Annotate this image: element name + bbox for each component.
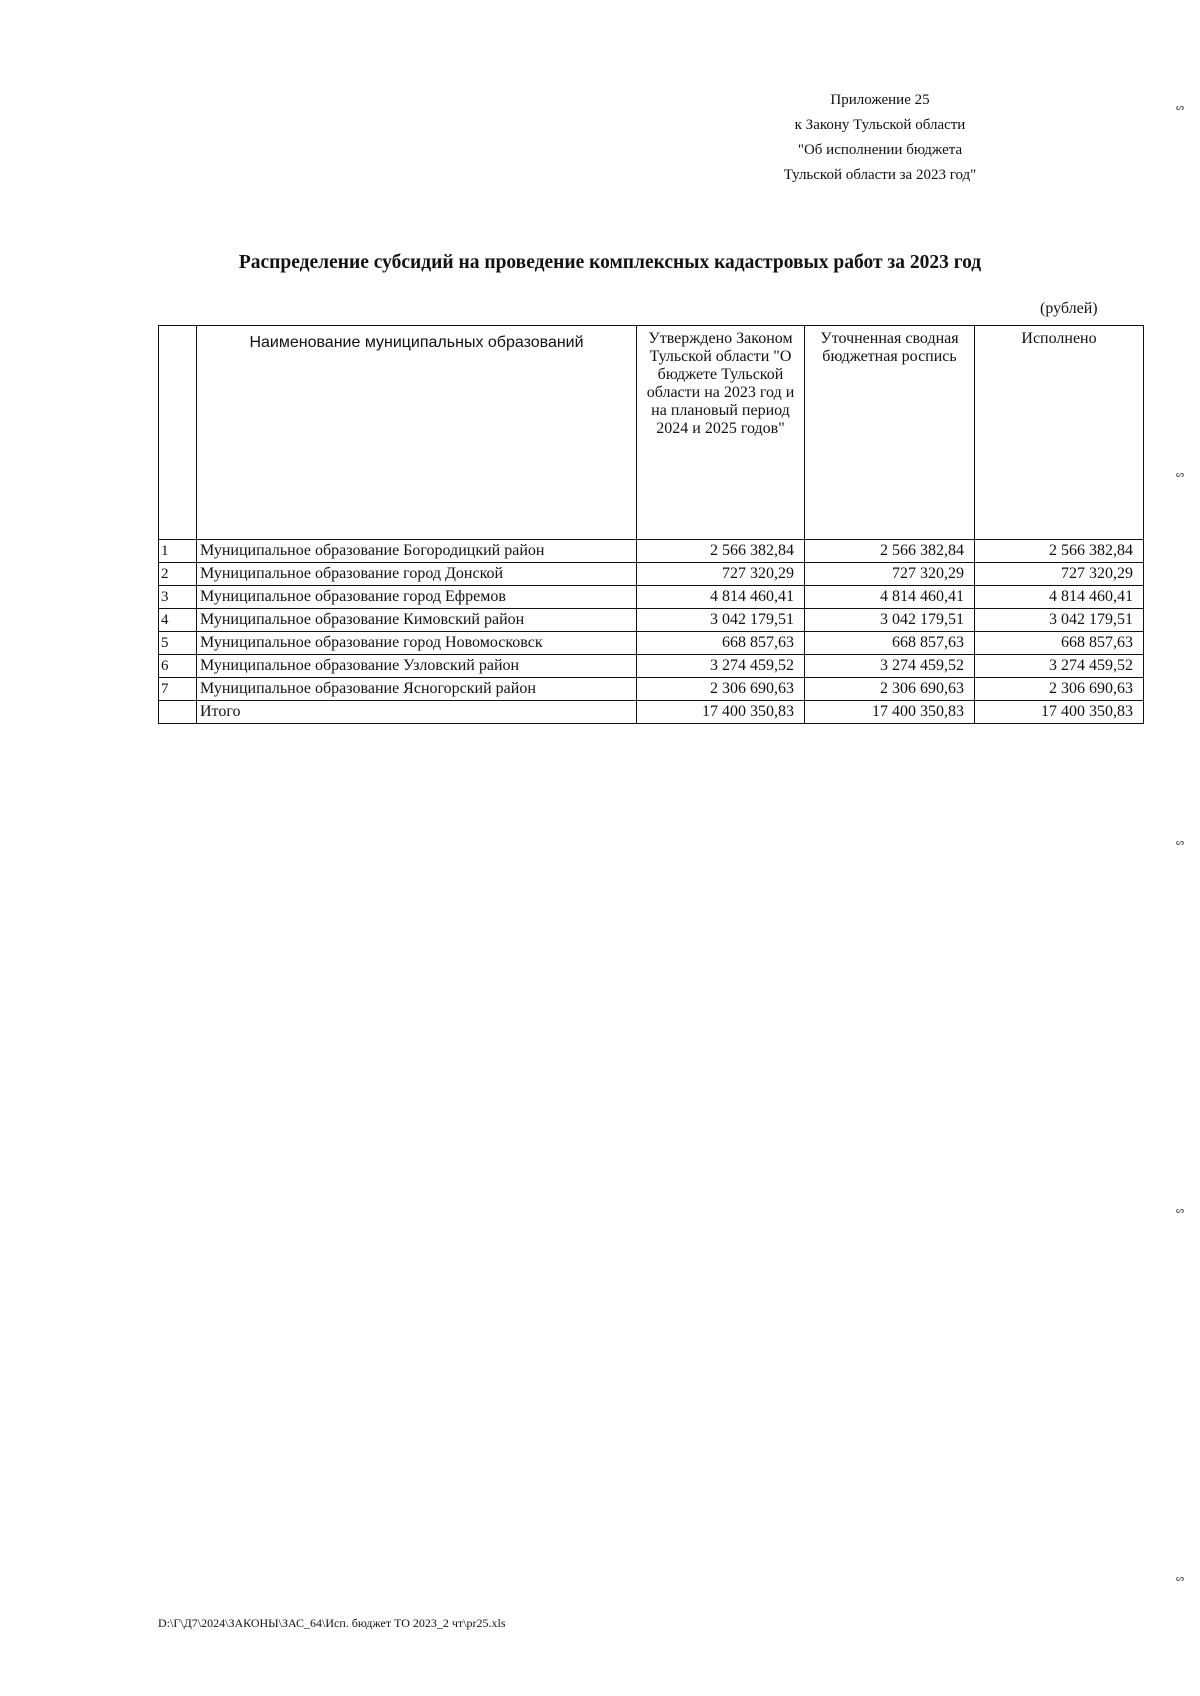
scan-mark-icon: ᔕ	[1176, 103, 1185, 113]
document-title: Распределение субсидий на проведение комплексных кадастровых работ за 2023 год	[238, 252, 982, 273]
row-name: Муниципальное образование город Новомосковск	[197, 632, 637, 655]
row-revised: 727 320,29	[805, 563, 975, 586]
row-name: Муниципальное образование город Донской	[197, 563, 637, 586]
scan-mark-icon: ᔕ	[1176, 838, 1185, 848]
row-approved: 4 814 460,41	[637, 586, 805, 609]
row-revised: 2 566 382,84	[805, 540, 975, 563]
total-executed: 17 400 350,83	[975, 701, 1144, 724]
row-name: Муниципальное образование Узловский район	[197, 655, 637, 678]
row-name: Муниципальное образование город Ефремов	[197, 586, 637, 609]
row-approved: 3 274 459,52	[637, 655, 805, 678]
table-total-row	[159, 701, 1144, 724]
header-approved: Утверждено Законом Тульской области "О бюджете Тульской области на 2023 год и на плановый период 2024 и 2025 годов"	[637, 326, 805, 540]
row-number: 1	[159, 540, 197, 563]
header-index-cell	[159, 326, 197, 540]
row-name: Муниципальное образование Богородицкий район	[197, 540, 637, 563]
row-revised: 3 042 179,51	[805, 609, 975, 632]
table-row	[159, 540, 1144, 563]
row-approved: 727 320,29	[637, 563, 805, 586]
table-row	[159, 563, 1144, 586]
table-row	[159, 632, 1144, 655]
row-approved: 668 857,63	[637, 632, 805, 655]
scan-mark-icon: ᔕ	[1176, 1574, 1185, 1584]
file-path-footer: D:\Г\Д7\2024\ЗАКОНЫ\ЗАС_64\Исп. бюджет ТО 2023_2 чт\pr25.xls	[158, 1616, 506, 1630]
row-number: 3	[159, 586, 197, 609]
row-name: Муниципальное образование Кимовский район	[197, 609, 637, 632]
row-number: 6	[159, 655, 197, 678]
row-approved: 3 042 179,51	[637, 609, 805, 632]
row-number: 5	[159, 632, 197, 655]
row-revised: 4 814 460,41	[805, 586, 975, 609]
row-approved: 2 566 382,84	[637, 540, 805, 563]
table-row	[159, 678, 1144, 701]
row-revised: 2 306 690,63	[805, 678, 975, 701]
appendix-line-4: Тульской области за 2023 год"	[783, 167, 977, 183]
table-header-row	[159, 326, 1144, 540]
row-executed: 2 566 382,84	[975, 540, 1144, 563]
header-revised: Уточненная сводная бюджетная роспись	[805, 326, 975, 540]
row-number: 4	[159, 609, 197, 632]
header-executed: Исполнено	[975, 326, 1144, 540]
row-revised: 668 857,63	[805, 632, 975, 655]
row-executed: 4 814 460,41	[975, 586, 1144, 609]
appendix-line-3: "Об исполнении бюджета	[797, 142, 963, 158]
scan-mark-icon: ᔕ	[1176, 470, 1185, 480]
row-executed: 3 042 179,51	[975, 609, 1144, 632]
subsidy-table	[158, 325, 1144, 724]
row-executed: 668 857,63	[975, 632, 1144, 655]
appendix-line-2: к Закону Тульской области	[794, 117, 966, 133]
row-executed: 2 306 690,63	[975, 678, 1144, 701]
total-revised: 17 400 350,83	[805, 701, 975, 724]
row-number: 7	[159, 678, 197, 701]
header-name: Наименование муниципальных образований	[197, 326, 637, 540]
table-row	[159, 609, 1144, 632]
scan-mark-icon: ᔕ	[1176, 1206, 1185, 1216]
table-row	[159, 655, 1144, 678]
total-label: Итого	[197, 701, 637, 724]
appendix-line-1: Приложение 25	[830, 92, 930, 108]
appendix-block	[700, 88, 1060, 188]
row-name: Муниципальное образование Ясногорский район	[197, 678, 637, 701]
total-number	[159, 701, 197, 724]
row-approved: 2 306 690,63	[637, 678, 805, 701]
row-executed: 727 320,29	[975, 563, 1144, 586]
table-row	[159, 586, 1144, 609]
total-approved: 17 400 350,83	[637, 701, 805, 724]
row-executed: 3 274 459,52	[975, 655, 1144, 678]
row-number: 2	[159, 563, 197, 586]
row-revised: 3 274 459,52	[805, 655, 975, 678]
unit-label: (рублей)	[1040, 300, 1098, 317]
